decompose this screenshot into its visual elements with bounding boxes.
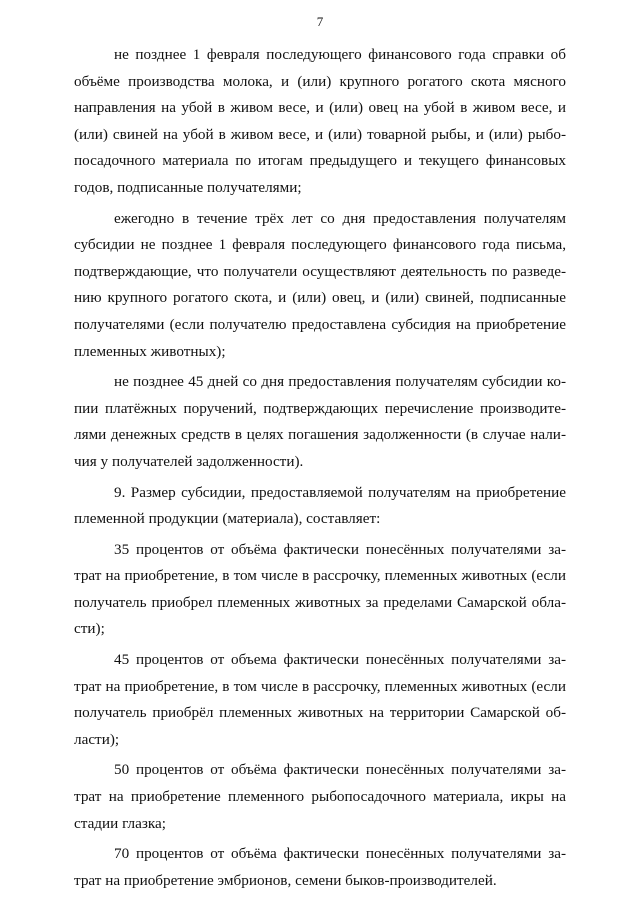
paragraph-milk-production-certificates: не позднее 1 февраля последующего финансового года справки об объёме производства молока, и (или) крупного рогатого скота мясного направления на убой в живом весе, и (или) овец на убой в живом весе, и (или) свиней на убой в живом весе, и (или) товарной рыбы, и (или) рыбопосадочного материала по итогам предыдущего и текущего финансовых годов, подписанные получателями; [74, 46, 566, 196]
document-body [74, 42, 566, 894]
paragraph-payment-order-copies: не позднее 45 дней со дня предоставления получателям субсидии копии платёжных поручений, подтверждающих перечисление производителями денежных средств в целях погашения задолженности (в случае наличия у получателей задолженности). [74, 373, 566, 470]
paragraph-35-percent: 35 процентов от объёма фактически понесённых получателями затрат на приобретение, в том числе в рассрочку, племенных животных (если получатель приобрел племенных животных за пределами Самарской области); [74, 540, 566, 638]
page-number: 7 [316, 14, 324, 29]
paragraph-subsidy-amount-clause-9: 9. Размер субсидии, предоставляемой получателям на приобретение племенной продукции (материала), составляет: [74, 483, 566, 528]
paragraph-annual-confirmation-letters: ежегодно в течение трёх лет со дня предоставления получателям субсидии не позднее 1 февраля последующего финансового года письма, подтверждающие, что получатели осуществляют деятельность по разведению крупного рогатого скота, и (или) овец, и (или) свиней, подписанные получателями (если получателю предоставлена субсидия на приобретение племенных животных); [74, 209, 566, 360]
paragraph-45-percent: 45 процентов от объема фактически понесённых получателями затрат на приобретение, в том числе в рассрочку, племенных животных (если получатель приобрёл племенных животных на территории Самарской области); [74, 651, 566, 748]
paragraph-50-percent: 50 процентов от объёма фактически понесённых получателями затрат на приобретение племенного рыбопосадочного материала, икры на стадии глазка; [74, 761, 566, 832]
paragraph-70-percent: 70 процентов от объёма фактически понесённых получателями затрат на приобретение эмбрионов, семени быков-производителей. [74, 845, 566, 889]
